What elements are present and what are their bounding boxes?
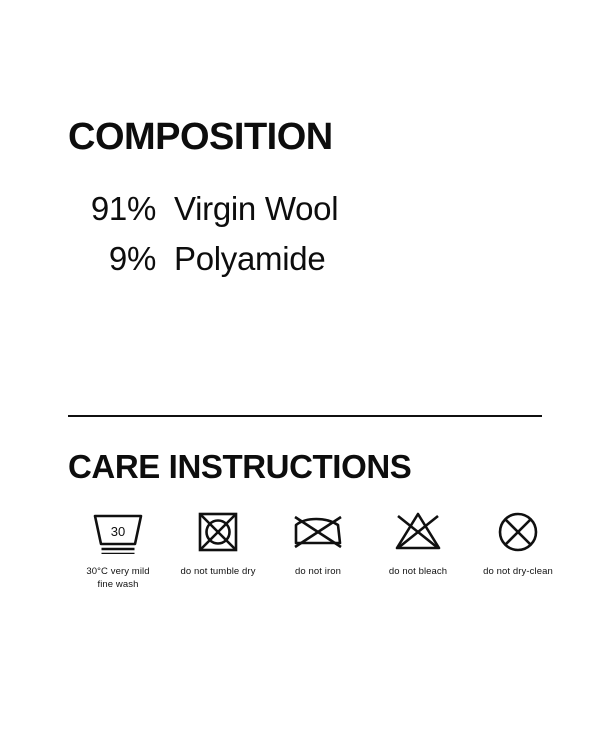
care-instructions-section [68, 450, 568, 592]
care-instructions-title: CARE INSTRUCTIONS [68, 448, 412, 485]
care-symbol-item [268, 509, 368, 579]
composition-section [68, 118, 548, 284]
care-symbol-caption: 30°C very mild fine wash [86, 565, 150, 591]
care-symbol-item [368, 509, 468, 579]
care-symbol-item [68, 509, 168, 593]
care-symbol-caption: do not bleach [388, 565, 448, 577]
composition-row [68, 184, 338, 234]
care-symbol-row [68, 509, 568, 593]
do-not-tumble-dry-icon [195, 509, 241, 555]
composition-material: Virgin Wool [174, 189, 339, 227]
care-symbol-caption: do not dry-clean [483, 565, 553, 577]
care-symbol-caption: do not iron [295, 565, 341, 577]
composition-table [68, 184, 338, 284]
wash-30-very-mild-icon [91, 509, 145, 555]
care-symbol-item [468, 509, 568, 579]
composition-material: Polyamide [174, 240, 326, 278]
composition-percent: 9% [108, 240, 156, 278]
do-not-bleach-icon [394, 509, 442, 555]
do-not-iron-icon [292, 509, 344, 555]
care-symbol-caption: do not tumble dry [180, 565, 256, 577]
composition-row [68, 234, 338, 284]
section-divider [68, 415, 542, 417]
composition-title: COMPOSITION [68, 116, 333, 158]
wash-temperature-label: 30 [110, 523, 126, 539]
composition-percent: 91% [90, 189, 156, 227]
care-symbol-item [168, 509, 268, 579]
do-not-dry-clean-icon [495, 509, 541, 555]
